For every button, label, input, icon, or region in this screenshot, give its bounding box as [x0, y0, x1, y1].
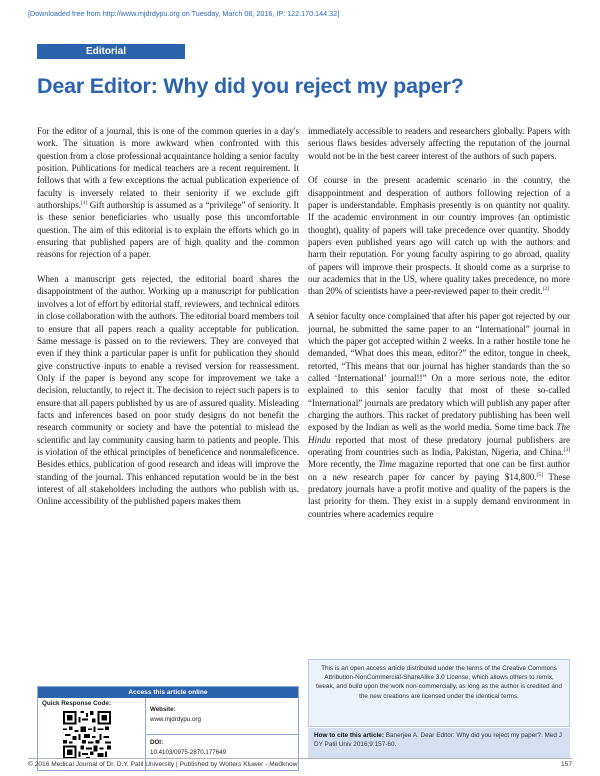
source-name: Time	[378, 459, 396, 470]
page-number: 157	[560, 761, 572, 768]
article-title: Dear Editor: Why did you reject my paper?	[37, 74, 464, 98]
section-tag: Editorial	[37, 44, 185, 59]
license-notice: This is an open access article distributed under the terms of the Creative Commons Attribution-NonCommercial-ShareAlike 3.0 License, which allows others to remix, tweak, and build upon the work non-commercially, as long as the author is credited and the new creations are licensed under the identical terms.	[308, 659, 570, 727]
source-name: The Hindu	[308, 422, 570, 445]
paragraph: Of course in the present academic scenario in the country, the disappointment and desperation of authors following rejection of a paper is understandable. Emphasis presently is on quantity not quality. If the academic environment in our country improves (an optimistic thought), quality of papers will take precedence over quantity. Shoddy papers even published years ago will catch up with the authors and harm their reputation. For young faculty aspiring to go abroad, quality of papers will improve their prospects. It should come as a surprise to our academics that in the US, where quality takes precedence, no more than 20% of scientists have a peer-reviewed paper to their credit.[2]	[308, 175, 570, 297]
doi-value[interactable]: 10.4103/0975-2870.177649	[150, 749, 227, 756]
website-label: Website:	[150, 706, 176, 713]
citation-ref[interactable]: [2]	[542, 286, 550, 293]
doi-label: DOI:	[150, 739, 164, 746]
citation-ref[interactable]: [5]	[536, 471, 543, 478]
footer-divider	[28, 758, 572, 759]
how-to-cite	[308, 728, 570, 758]
website-link[interactable]: www.mjdrdypu.org	[150, 716, 201, 723]
doi-row	[146, 734, 298, 759]
cite-text: Banerjee A. Dear Editor: Why did you reject my paper?. Med J DY Patil Univ 2016;9:157-60.	[314, 732, 562, 749]
citation-ref[interactable]: [3]	[563, 446, 570, 453]
body-column-right	[308, 125, 570, 532]
citation-ref[interactable]: [1]	[80, 200, 88, 207]
website-row	[146, 698, 298, 734]
page-footer	[28, 761, 572, 768]
cite-label: How to cite this article:	[314, 732, 384, 739]
body-column-left	[37, 125, 299, 520]
paragraph: For the editor of a journal, this is one of the common queries in a day's work. The situation is more awkward when confronted with this question from a close professional acquaintance holding a senior faculty position. Publications for medical teachers are a recent requirement. It follows that with a few exceptions the actual publication experience of faculty is inversely related to their seniority if we exclude gift authorships.[1] Gift authorship is assumed as a “privilege” of seniority. It is these senior beneficiaries who usually pose this uncomfortable question. The aim of this editorial is to explain the efforts which go in ensuring that published papers are of high quality and the common reasons for rejection of a paper.	[37, 126, 299, 260]
access-box-header: Access this article online	[38, 687, 298, 698]
paragraph: When a manuscript gets rejected, the editorial board shares the disappointment of the author. Working up a manuscript for publication involves a lot of effort by editorial staff, reviewers, and technical editors in close collaboration with the authors. The editorial board members toil to ensure that all papers reach a quality acceptable for publication. Same message is passed on to the reviewers. They are conveyed that even if they think a particular paper is unfit for publication they should give constructive inputs to enable a revised version for reassessment. Only if the paper is beyond any scope for improvement we take a decision, reluctantly, to reject it. The decision to reject such papers is to ensure that all papers published by us are of assured quality. Misleading facts and inferences based on poor study designs do not benefit the research community or society and have the potential to mislead the scientific and lay community causing harm to patients and people. This is violation of the ethical principles of beneficence and nonmaleficence. Besides ethics, publication of good research and ideas will improve the standing of the journal. This enhanced reputation would be in the best interest of all stakeholders including the authors who publish with us. Online accessibility of the published papers makes them	[37, 274, 299, 507]
qr-code-icon[interactable]	[63, 711, 111, 759]
download-notice: [Downloaded free from http://www.mjdrdypu.org on Tuesday, March 08, 2016, IP: 122.170.144.32]	[28, 9, 340, 18]
paragraph: A senior faculty once complained that after his paper got rejected by our journal, he submitted the same paper to an “International” journal in which the paper got accepted within 2 weeks. In a rather hostile tone he demanded, “What does this mean, editor?” the editor, tongue in cheek, retorted, “This means that our journal has higher standards than the so called ‘International’ journal!!” On a more serious note, the editor explained to this senior faculty that most of these so-called “International” journals are predatory which will publish any paper after charging the authors. This racket of predatory publishing has been well exposed by the Indian as well as the world media. Some time back The Hindu reported that most of these predatory journal publishers are operating from countries such as India, Pakistan, Nigeria, and China.[3] More recently, the Time magazine reported that one can be first author on a new research paper for cancer by paying $14,800.[5] These predatory journals have a profit motive and quality of the papers is the last priority for them. They exist in a supply demand environment in countries where academics require	[308, 311, 571, 519]
footer-journal: © 2016 Medical Journal of Dr. D.Y. Patil University | Published by Wolters Kluwer - Medknow	[28, 761, 298, 768]
paragraph: immediately accessible to readers and researchers globally. Papers with serious flaws besides adversely affecting the reputation of the journal would not be in the best career interest of the authors of such papers.	[308, 126, 570, 161]
qr-label: Quick Response Code:	[42, 700, 111, 707]
